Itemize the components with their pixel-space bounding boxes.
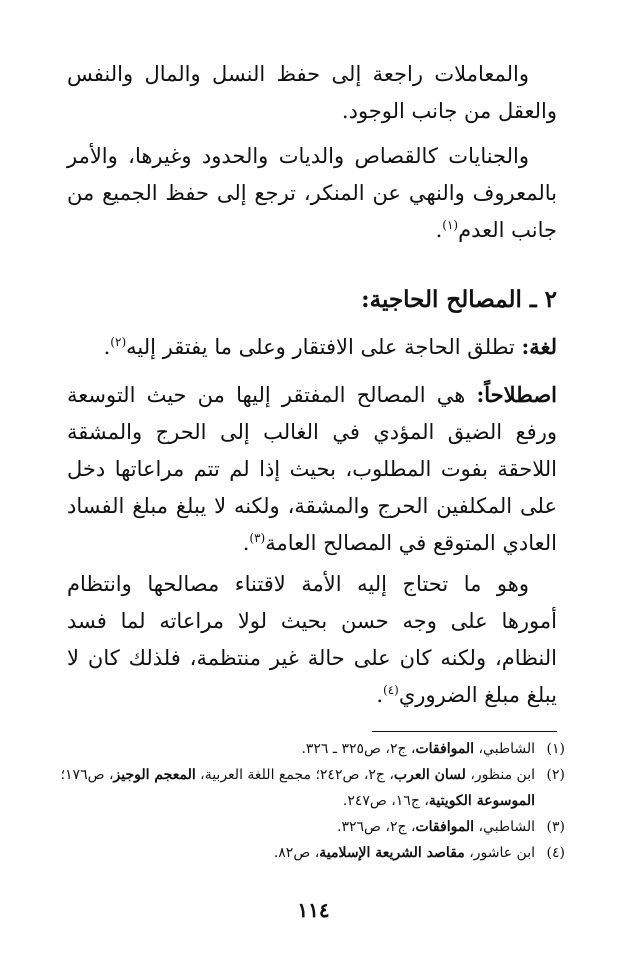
footnote-ref-2[interactable]: (٢) xyxy=(110,335,127,349)
page-number: ١١٤ xyxy=(297,898,330,922)
footnote-number: (١) xyxy=(546,741,565,757)
paragraph-jinayat: والجنايات كالقصاص والديات والحدود وغيرها، والأمر بالمعروف والنهي عن المنكر، ترجع إلى حفظ الجميع من جانب العدم$^{(١)}$. xyxy=(67,144,557,242)
paragraph-istilah: اصطلاحاً: هي المصالح المفتقر إليها من حيث التوسعة ورفع الضيق المؤدي في الغالب إلى الحرج والمشقة اللاحقة بفوت المطلوب، بحيث إذا لم تتم مراعاتها دخل على المكلفين الحرج والمشقة، ولكنه لا يبلغ مبلغ الفساد العادي المتوقع في المصالح العامة$^{(٣)}$. xyxy=(67,382,557,555)
paragraph-muamalat: والمعاملات راجعة إلى حفظ النسل والمال والنفس والعقل من جانب الوجود. xyxy=(67,62,557,123)
footnote-ref-1[interactable]: (١) xyxy=(442,218,459,232)
footnote-item: (٢) ابن منظور، لسان العرب، ج٢، ص٢٤٢؛ مجمع اللغة العربية، المعجم الوجيز، ص١٧٦؛ الموسوعة الكويتية، ج١٦، ص٢٤٧. xyxy=(60,762,565,814)
footnote-item: (٤) ابن عاشور، مقاصد الشريعة الإسلامية، ص٨٢. xyxy=(60,840,565,866)
paragraph-lugha: لغة: تطلق الحاجة على الافتقار وعلى ما يفتقر إليه$^{(٢)}$. xyxy=(103,334,557,359)
term-lugha: لغة: xyxy=(521,334,557,359)
footnote-ref-3[interactable]: (٣) xyxy=(249,531,266,545)
section-heading: ٢ ـ المصالح الحاجية: xyxy=(361,286,557,313)
footnote-separator xyxy=(372,731,557,732)
footnote-item: (١) الشاطبي، الموافقات، ج٢، ص٣٢٥ ـ ٣٢٦. xyxy=(60,736,565,762)
footnote-item: (٣) الشاطبي، الموافقات، ج٢، ص٣٢٦. xyxy=(60,814,565,840)
footnote-ref-4[interactable]: (٤) xyxy=(383,683,399,697)
term-istilah: اصطلاحاً: xyxy=(476,382,557,407)
footnote-number: (٣) xyxy=(546,819,565,835)
footnote-number: (٢) xyxy=(546,767,565,783)
footnote-number: (٤) xyxy=(546,845,565,861)
footnotes xyxy=(60,736,565,866)
paragraph-hajiyat-definition: وهو ما تحتاج إليه الأمة لاقتناء مصالحها وانتظام أمورها على وجه حسن بحيث لولا مراعاته لما فسد النظام، ولكنه كان على حالة غير منتظمة، فلذلك كان لا يبلغ مبلغ الضروري$^{(٤)}$. xyxy=(67,572,557,707)
